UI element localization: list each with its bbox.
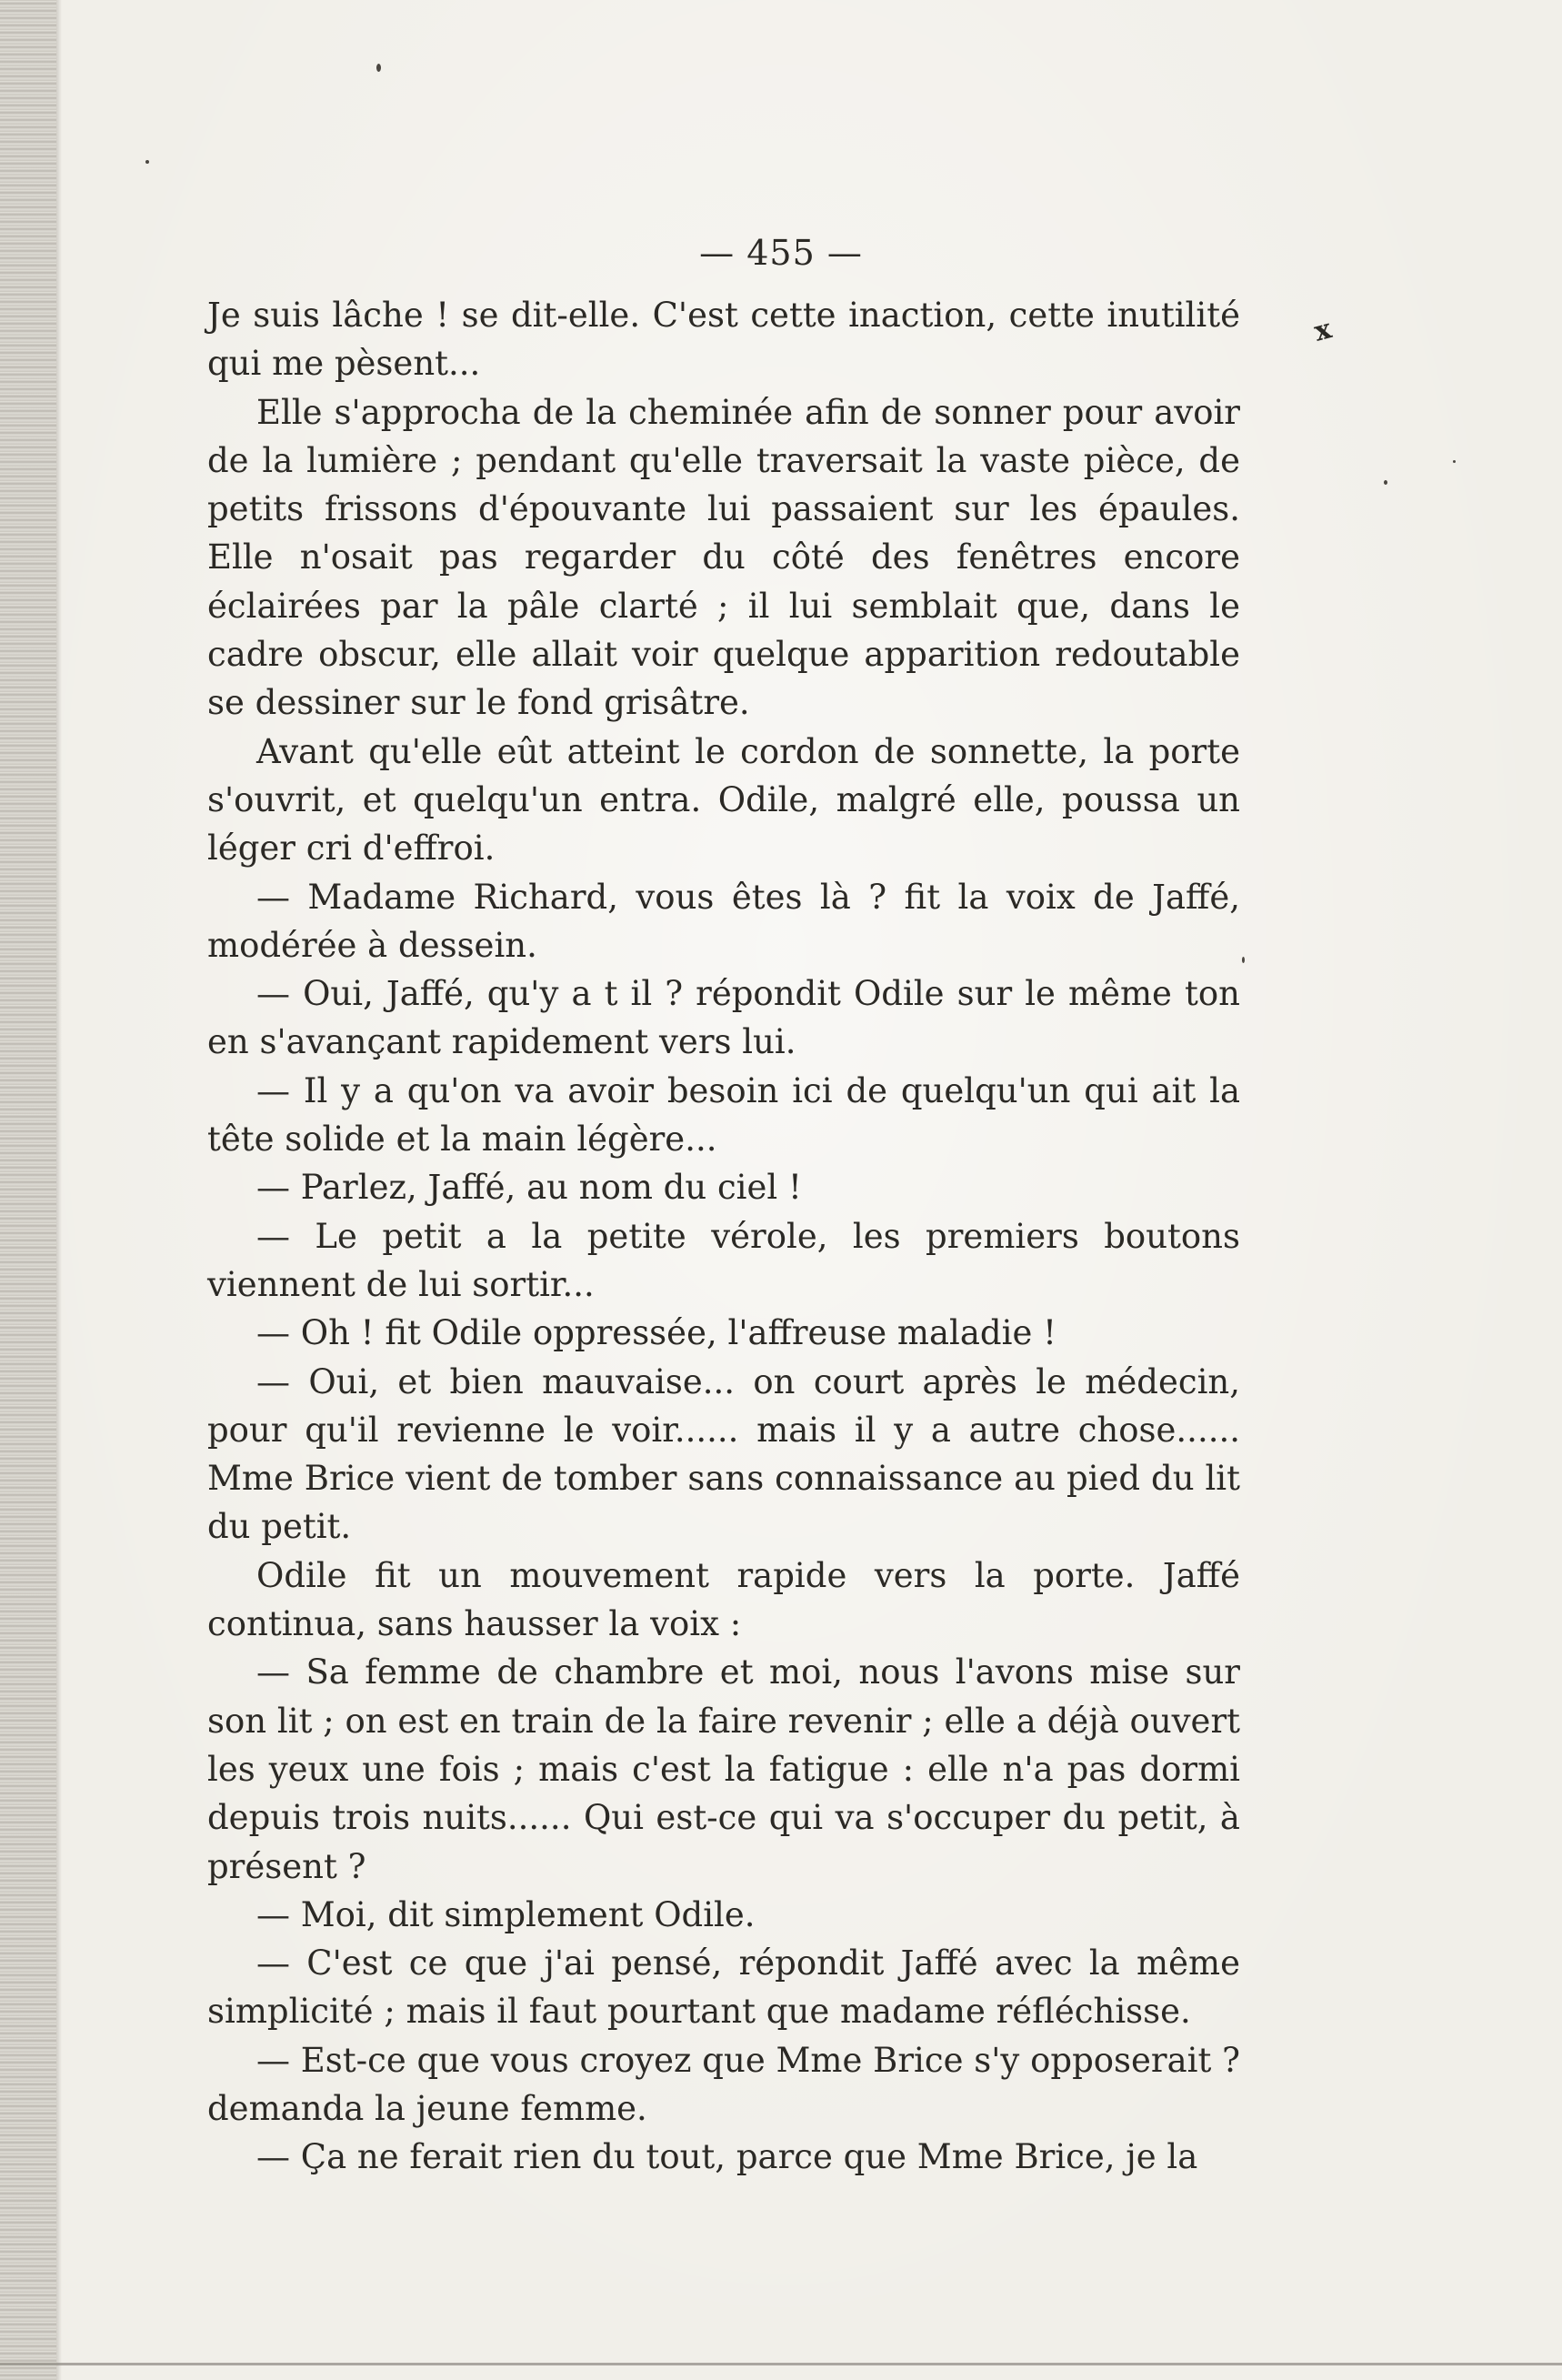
paragraph: — C'est ce que j'ai pensé, répondit Jaffé avec la même simplicité ; mais il faut pourtant que madame réfléchisse. bbox=[207, 1943, 1240, 2032]
paragraph: Odile fit un mouvement rapide vers la porte. Jaffé continua, sans hausser la voix : bbox=[207, 1555, 1240, 1644]
paragraph: — Madame Richard, vous êtes là ? fit la voix de Jaffé, modérée à dessein. bbox=[207, 877, 1240, 965]
paragraph: — Oh ! fit Odile oppressée, l'affreuse maladie ! bbox=[256, 1313, 1056, 1353]
margin-mark: x bbox=[1310, 313, 1336, 348]
ink-speck bbox=[1384, 480, 1387, 485]
paragraph: — Il y a qu'on va avoir besoin ici de quelqu'un qui ait la tête solide et la main légère... bbox=[207, 1070, 1240, 1160]
paragraph: — Parlez, Jaffé, au nom du ciel ! bbox=[256, 1168, 802, 1208]
ink-speck bbox=[1453, 460, 1456, 463]
paragraph: — Sa femme de chambre et moi, nous l'avons mise sur son lit ; on est en train de la faire revenir ; elle a déjà ouvert les yeux une fois ; mais c'est la fatigue : elle n'a pas dormi depuis trois nuits...... Qui est-ce qui va s'occuper du petit, à présent ? bbox=[207, 1652, 1240, 1886]
body-text bbox=[207, 291, 1240, 2182]
paragraph: Avant qu'elle eût atteint le cordon de sonnette, la porte s'ouvrit, et quelqu'un entra. Odile, malgré elle, poussa un léger cri d'effroi. bbox=[207, 731, 1240, 869]
paragraph: — Ça ne ferait rien du tout, parce que Mme Brice, je la bbox=[256, 2137, 1198, 2177]
paragraph: — Est-ce que vous croyez que Mme Brice s'y opposerait ? demanda la jeune femme. bbox=[207, 2040, 1240, 2128]
ink-speck bbox=[376, 64, 381, 72]
paragraph: — Oui, et bien mauvaise... on court après le médecin, pour qu'il revienne le voir...... mais il y a autre chose...... Mme Brice vient de tomber sans connaissance au pied du lit du petit. bbox=[207, 1361, 1240, 1547]
paragraph: — Le petit a la petite vérole, les premiers boutons viennent de lui sortir... bbox=[207, 1216, 1240, 1304]
page-number: — 455 — bbox=[699, 233, 863, 273]
page-binding-edge bbox=[0, 0, 56, 2380]
ink-speck bbox=[1242, 957, 1245, 963]
paragraph: Elle s'approcha de la cheminée afin de sonner pour avoir de la lumière ; pendant qu'elle traversait la vaste pièce, de petits frissons d'épouvante lui passaient sur les épaules. Elle n'osait pas regarder du côté des fenêtres encore éclairées par la pâle clarté ; il lui semblait que, dans le cadre obscur, elle allait voir quelque apparition redoutable se dessiner sur le fond grisâtre. bbox=[207, 392, 1240, 723]
paragraph: — Oui, Jaffé, qu'y a t il ? répondit Odile sur le même ton en s'avançant rapidement vers lui. bbox=[207, 974, 1240, 1062]
page-bottom-edge bbox=[0, 2363, 1562, 2365]
paragraph: — Moi, dit simplement Odile. bbox=[256, 1894, 756, 1934]
ink-speck bbox=[145, 160, 149, 164]
paragraph: Je suis lâche ! se dit-elle. C'est cette inaction, cette inutilité qui me pèsent... bbox=[207, 296, 1240, 384]
